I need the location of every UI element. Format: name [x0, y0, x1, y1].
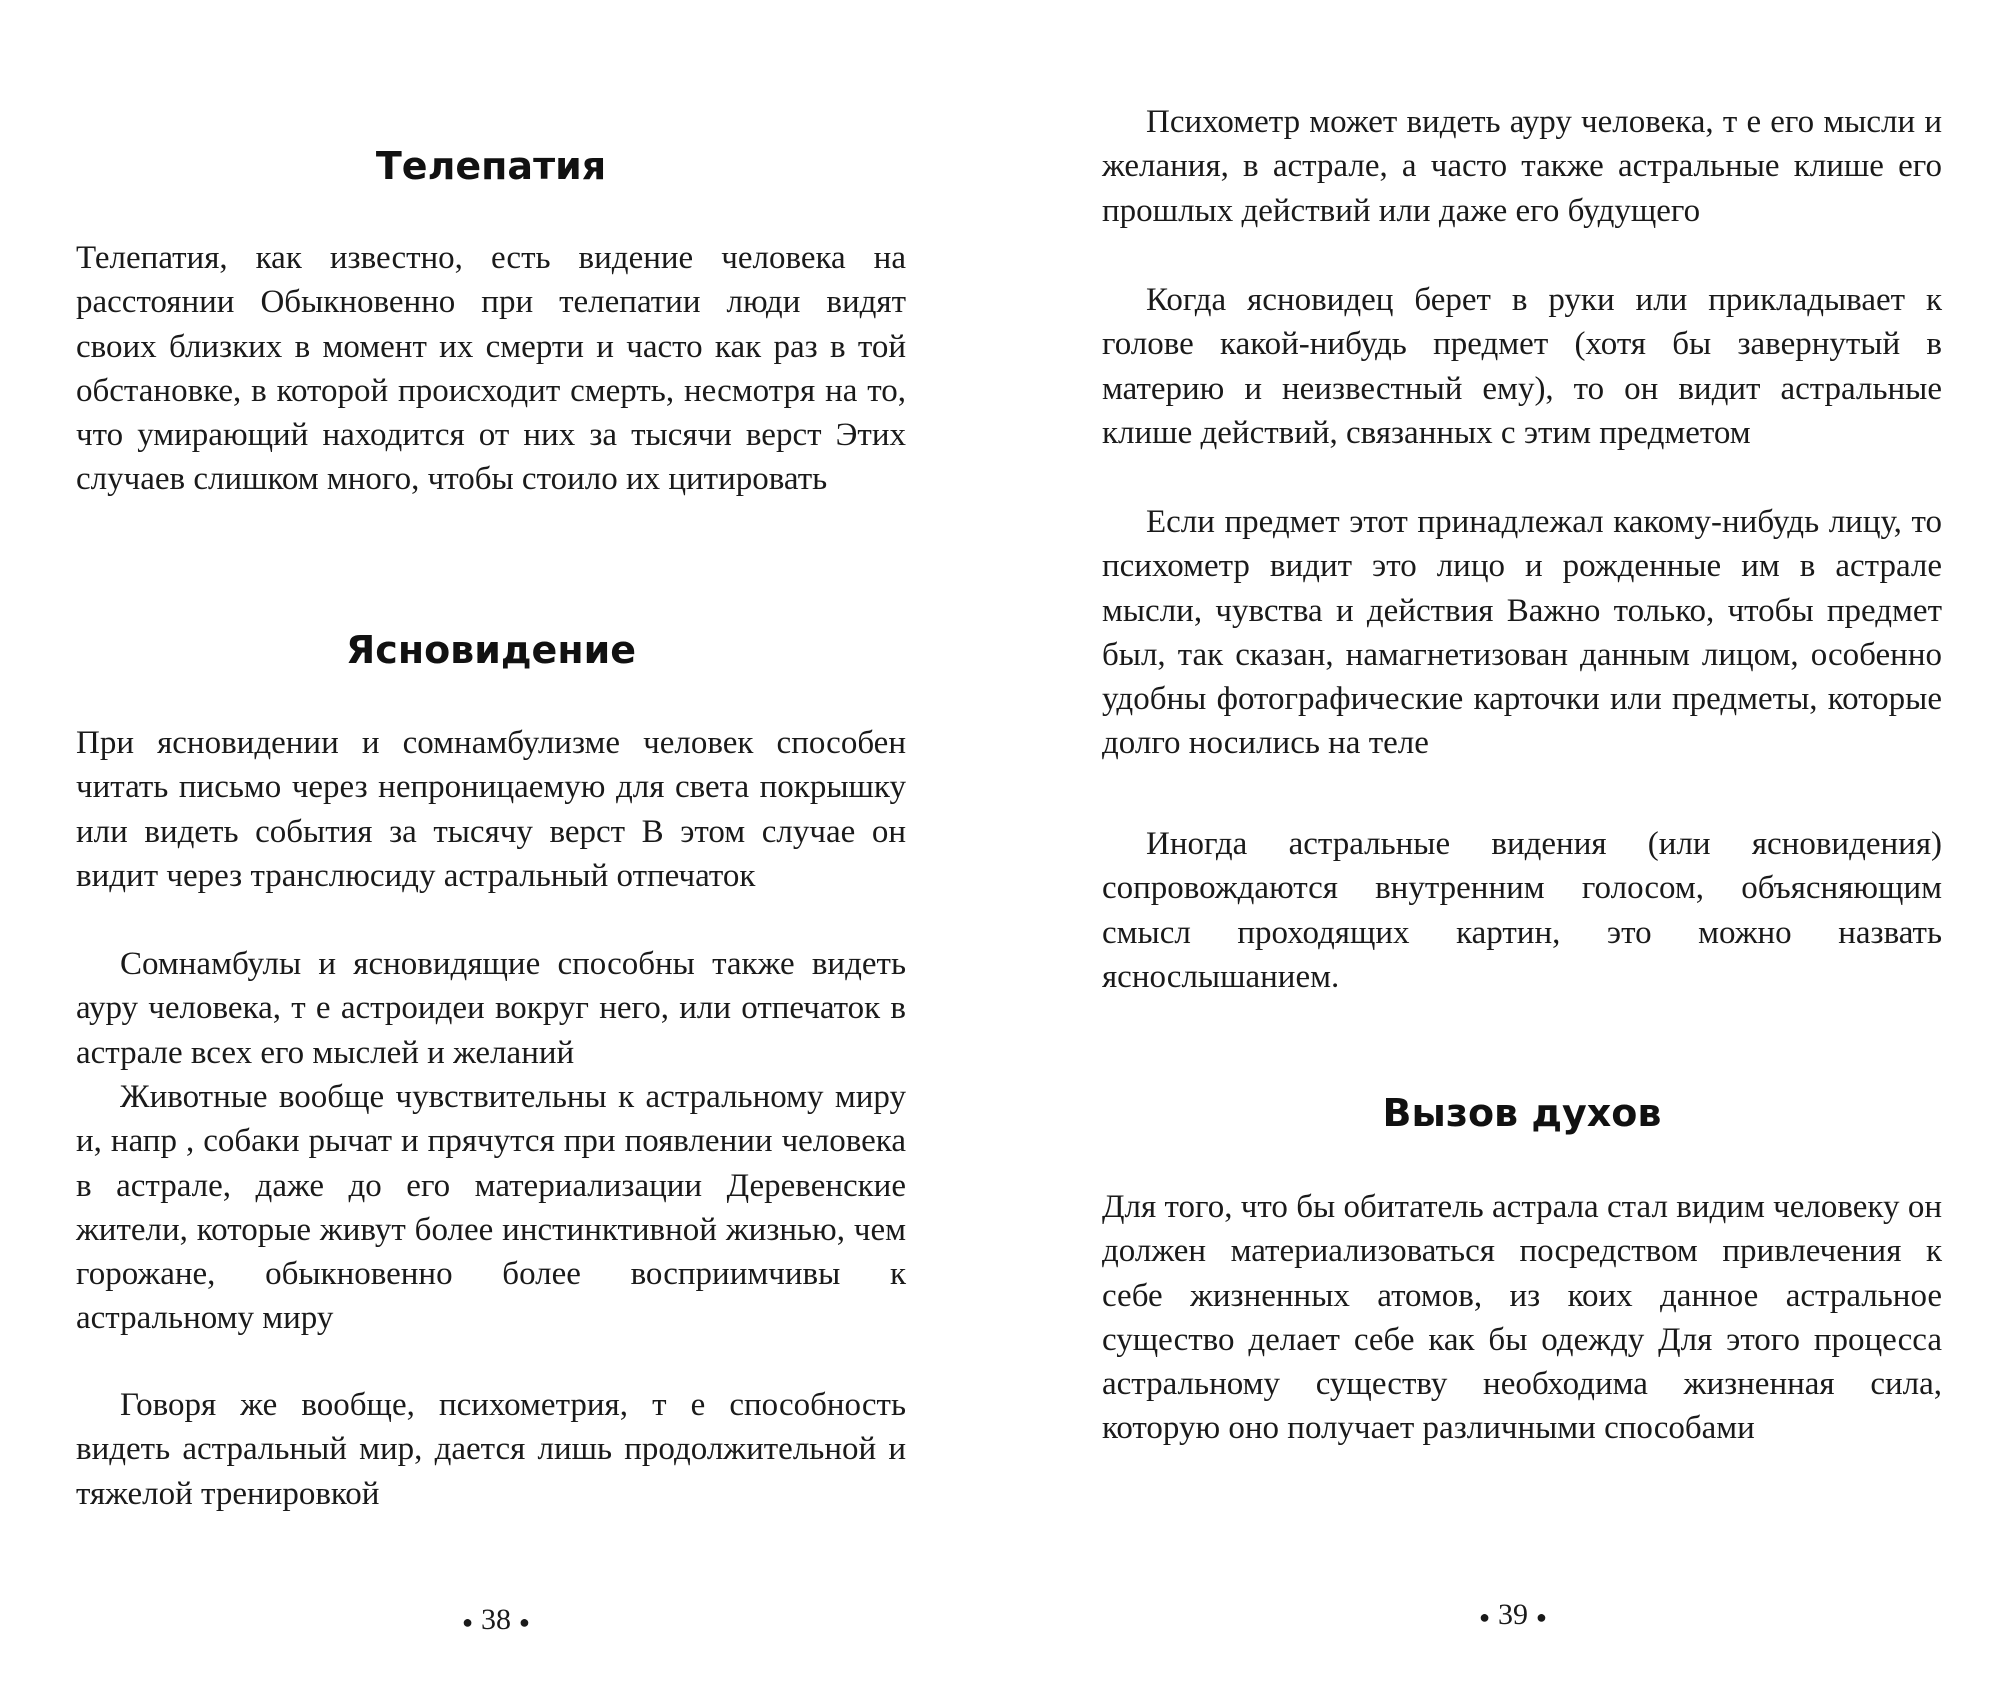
page-number	[396, 1602, 596, 1640]
paragraph-clairvoyance-3: Животные вообще чувствительны к астральному миру и, напр , собаки рычат и прячутся при появлении человека в астрале, даже до его материализации Деревенские жители, которые живут более инстинктивной жизнью, чем горожане, обыкновенно более восприимчивы к астральному миру	[76, 1079, 906, 1337]
page-number	[1413, 1597, 1613, 1635]
bullet-icon: ●	[1536, 1607, 1547, 1628]
page-number-value: 38	[481, 1603, 511, 1636]
paragraph-clairvoyance-4: Говоря же вообще, психометрия, т е способность видеть астральный мир, дается лишь продолжительной и тяжелой тренировкой	[76, 1387, 906, 1512]
paragraph-spirits-1: Для того, что бы обитатель астрала стал видим человеку он должен материализоваться посредством привлечения к себе жизненных атомов, из коих данное астральное существо делает себе как бы одежду Для этого процесса астральному существу необходима жизненная сила, которую оно получает различными способами	[1102, 1189, 1942, 1447]
paragraph-psychometry-4: Иногда астральные видения (или ясновидения) сопровождаются внутренним голосом, объясняющим смысл проходящих картин, это можно назвать яснослышанием.	[1102, 826, 1942, 995]
bullet-icon: ●	[1479, 1607, 1490, 1628]
paragraph-telepathy-1: Телепатия, как известно, есть видение человека на расстоянии Обыкновенно при телепатии люди видят своих близких в момент их смерти и часто как раз в той обстановке, в которой происходит смерть, несмотря на то, что умирающий находится от них за тысячи верст Этих случаев слишком много, чтобы стоило их цитировать	[76, 240, 906, 498]
paragraph-psychometry-3: Если предмет этот принадлежал какому-нибудь лицу, то психометр видит это лицо и рожденные им в астрале мысли, чувства и действия Важно только, чтобы предмет был, так сказан, намагнетизован данным лицом, особенно удобны фотографические карточки или предметы, которые долго носились на теле	[1102, 504, 1942, 762]
right-page	[1000, 0, 2000, 1707]
heading-spirits: Вызов духов	[1382, 1091, 1662, 1135]
paragraph-clairvoyance-1: При ясновидении и сомнамбулизме человек способен читать письмо через непроницаемую для света покрышку или видеть события за тысячу верст В этом случае он видит через транслюсиду астральный отпечаток	[76, 725, 906, 894]
paragraph-psychometry-2: Когда ясновидец берет в руки или прикладывает к голове какой-нибудь предмет (хотя бы завернутый в материю и неизвестный ему), то он видит астральные клише действий, связанных с этим предметом	[1102, 282, 1942, 451]
bullet-icon: ●	[519, 1612, 530, 1633]
heading-clairvoyance: Ясновидение	[346, 628, 636, 672]
bullet-icon: ●	[462, 1612, 473, 1633]
paragraph-psychometry-1: Психометр может видеть ауру человека, т е его мысли и желания, в астрале, а часто также астральные клише его прошлых действий или даже его будущего	[1102, 104, 1942, 229]
page-number-value: 39	[1498, 1598, 1528, 1631]
paragraph-clairvoyance-2: Сомнамбулы и ясновидящие способны также видеть ауру человека, т е астроидеи вокруг него, или отпечаток в астрале всех его мыслей и желаний	[76, 946, 906, 1071]
heading-telepathy: Телепатия	[375, 144, 607, 188]
